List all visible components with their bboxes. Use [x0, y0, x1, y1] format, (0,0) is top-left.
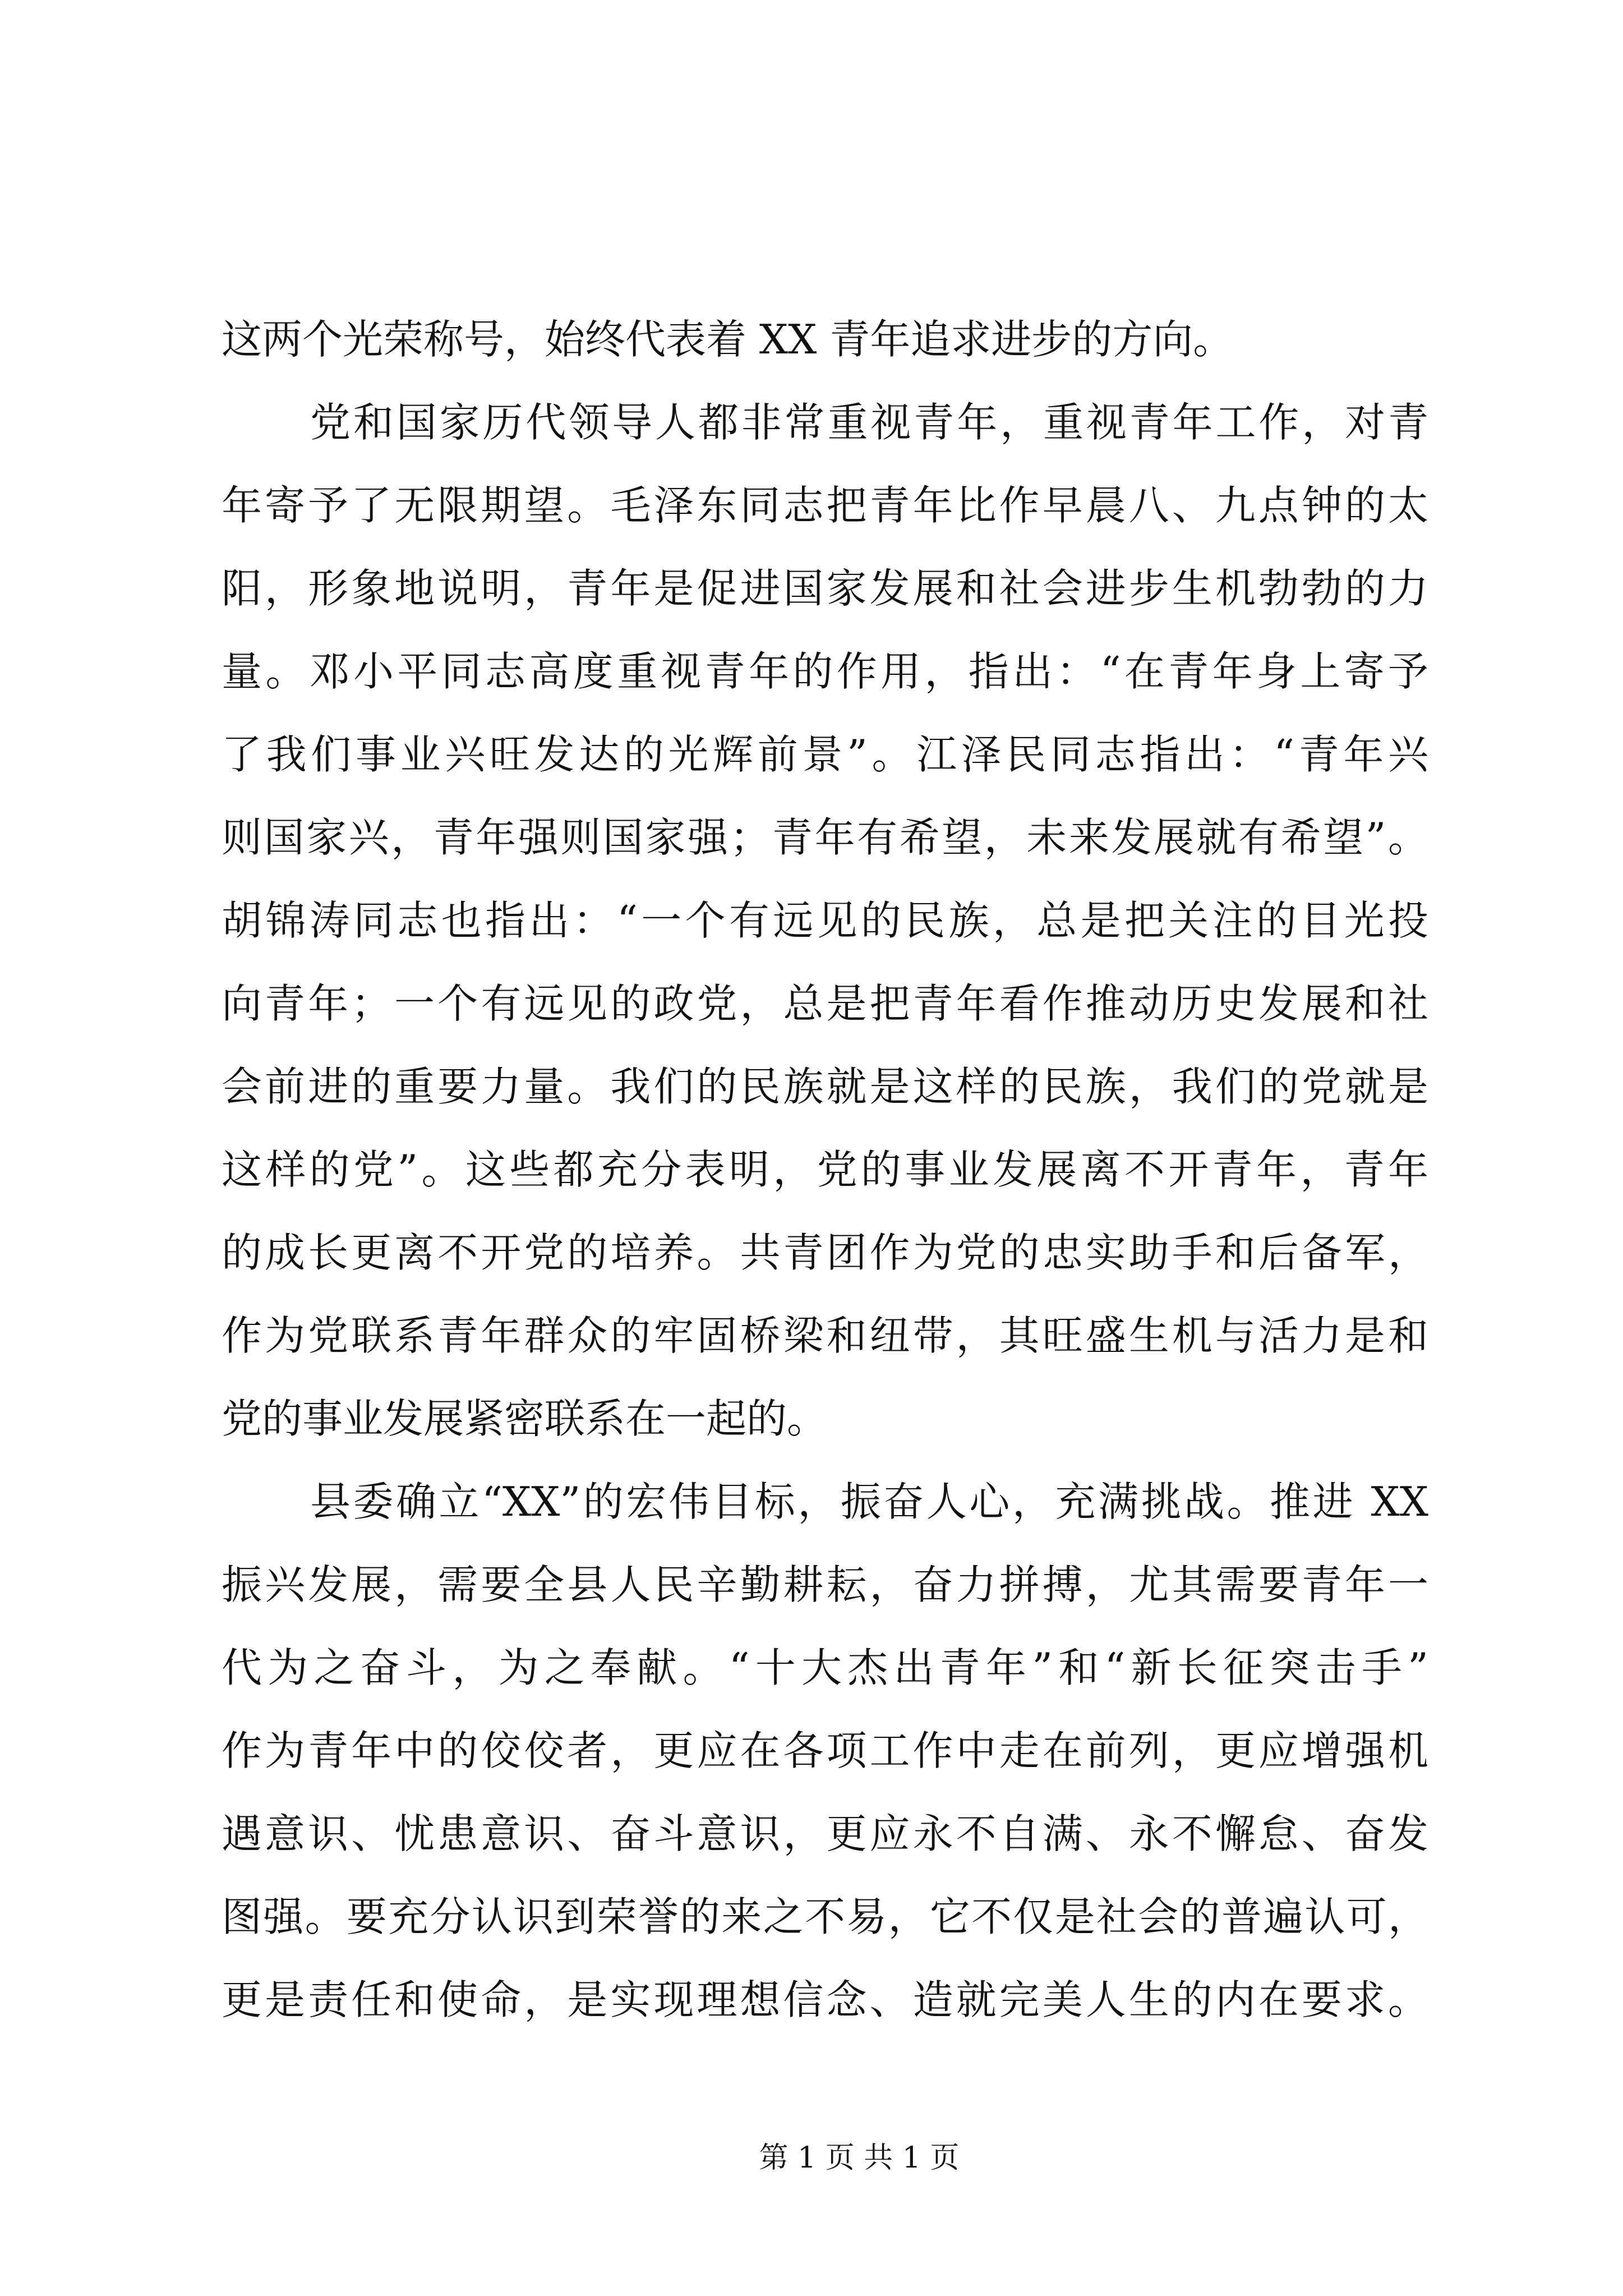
text-line: 会前进的重要力量。我们的民族就是这样的民族，我们的党就是	[222, 1063, 1428, 1110]
body-text	[222, 298, 1428, 2041]
text-line: 振兴发展，需要全县人民辛勤耕耘，奋力拼搏，尤其需要青年一	[222, 1561, 1428, 1608]
paragraph-1	[222, 298, 1428, 381]
text-line: 作为青年中的佼佼者，更应在各项工作中走在前列，更应增强机	[222, 1727, 1428, 1774]
text-line: 这两个光荣称号，始终代表着 XX 青年追求进步的方向。	[222, 316, 1234, 363]
text-line: 量。邓小平同志高度重视青年的作用，指出：“在青年身上寄予	[222, 648, 1428, 695]
text-line: 的成长更离不开党的培养。共青团作为党的忠实助手和后备军，	[222, 1229, 1428, 1276]
text-line: 党的事业发展紧密联系在一起的。	[222, 1395, 828, 1442]
paragraph-2	[222, 381, 1428, 1460]
paragraph-3	[222, 1460, 1428, 2041]
text-line: 图强。要充分认识到荣誉的来之不易，它不仅是社会的普遍认可，	[222, 1893, 1428, 1940]
page-number-label: 第 1 页 共 1 页	[759, 2141, 960, 2175]
text-line: 年寄予了无限期望。毛泽东同志把青年比作早晨八、九点钟的太	[222, 482, 1428, 529]
text-line: 作为党联系青年群众的牢固桥梁和纽带，其旺盛生机与活力是和	[222, 1312, 1428, 1359]
text-line: 代为之奋斗，为之奉献。“十大杰出青年”和“新长征突击手”	[222, 1644, 1428, 1691]
text-line: 遇意识、忧患意识、奋斗意识，更应永不自满、永不懈怠、奋发	[222, 1810, 1428, 1857]
text-line: 胡锦涛同志也指出：“一个有远见的民族，总是把关注的目光投	[222, 897, 1428, 944]
text-line: 这样的党”。这些都充分表明，党的事业发展离不开青年，青年	[222, 1146, 1428, 1193]
text-line: 则国家兴，青年强则国家强；青年有希望，未来发展就有希望”。	[222, 814, 1428, 861]
text-line: 县委确立“XX”的宏伟目标，振奋人心，充满挑战。推进 XX	[310, 1478, 1428, 1525]
text-line: 党和国家历代领导人都非常重视青年，重视青年工作，对青	[310, 399, 1428, 446]
text-line: 了我们事业兴旺发达的光辉前景”。江泽民同志指出：“青年兴	[222, 731, 1428, 778]
text-line: 向青年；一个有远见的政党，总是把青年看作推动历史发展和社	[222, 980, 1428, 1027]
text-line: 阳，形象地说明，青年是促进国家发展和社会进步生机勃勃的力	[222, 565, 1428, 612]
page-footer	[48, 2138, 1623, 2178]
text-line: 更是责任和使命，是实现理想信念、造就完美人生的内在要求。	[222, 1976, 1428, 2023]
